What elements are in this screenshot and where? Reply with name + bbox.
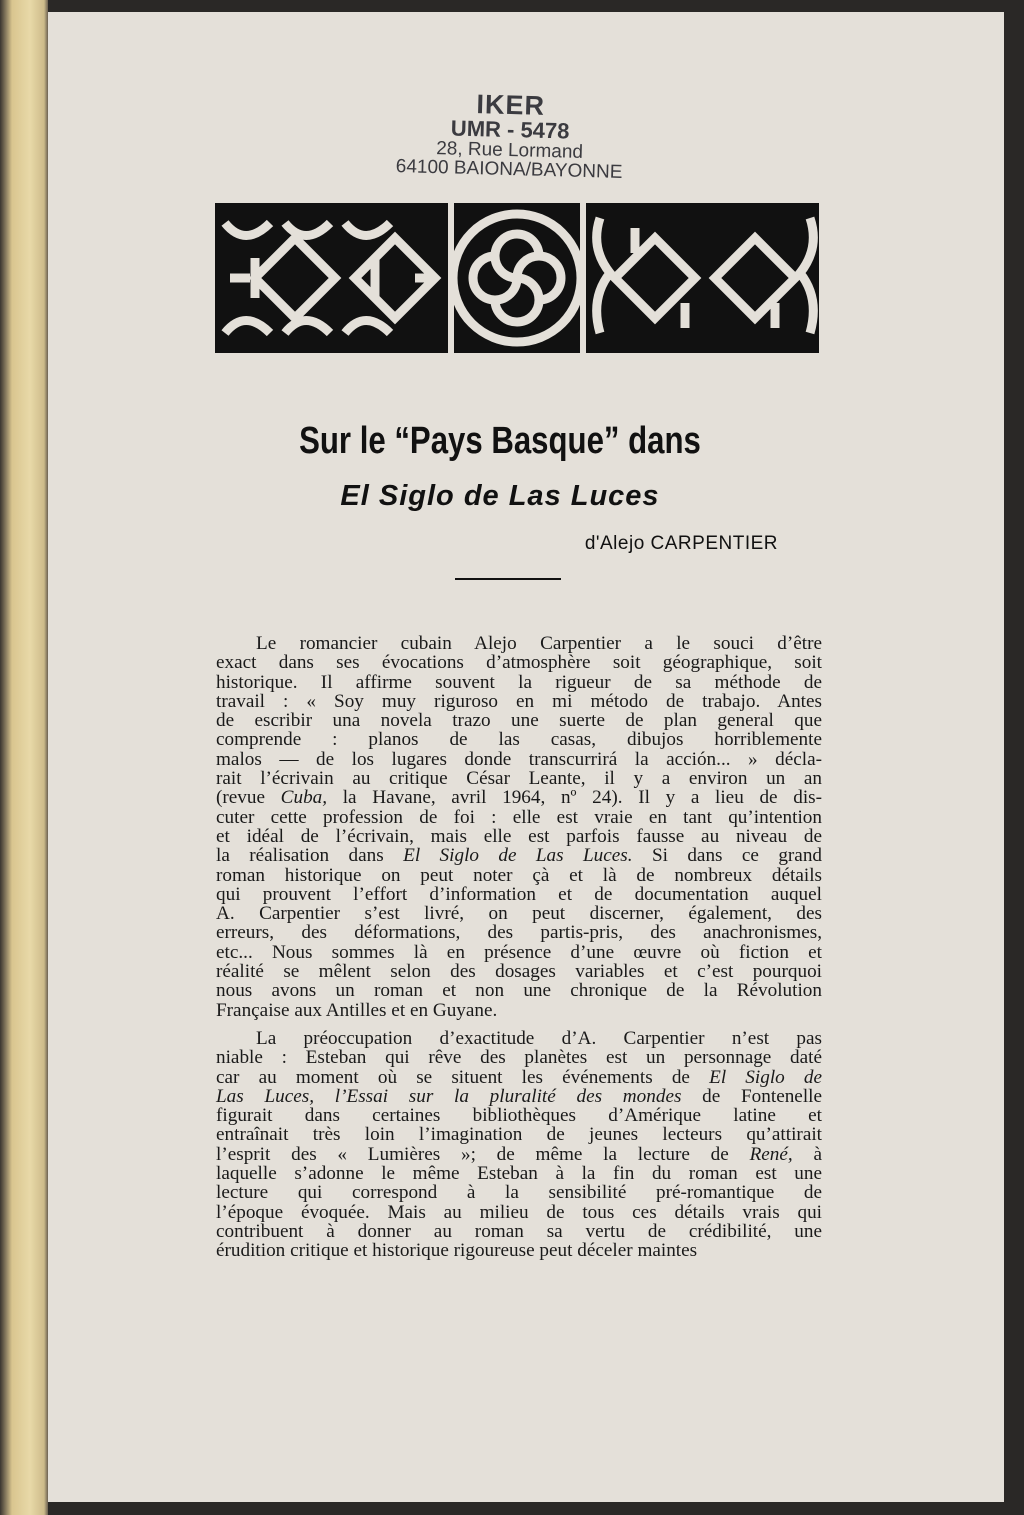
italic-text: Las Luces, l’Essai sur la pluralité des mondes [216, 1085, 682, 1107]
text: figurait dans certaines bibliothèques d’Amérique latine et [216, 1105, 822, 1127]
text-line [216, 943, 822, 962]
text: laquelle s’adonne le même Esteban à la fin du roman est une [216, 1163, 822, 1185]
text: etc... Nous sommes là en présence d’une œuvre où fiction et [216, 941, 822, 963]
text: comprende : planos de las casas, dibujos horriblemente [216, 729, 822, 751]
text-line [216, 1164, 822, 1183]
text-line [216, 1001, 822, 1020]
text: erreurs, des déformations, des partis-pris, des anachronismes, [216, 922, 822, 944]
text-line [216, 692, 822, 711]
text-line [216, 1048, 822, 1067]
article-subtitle: El Siglo de Las Luces [340, 480, 660, 512]
italic-text: El Siglo de Las Luces. [403, 845, 633, 867]
text: exact dans ses évocations d’atmosphère soit géographique, soit [216, 652, 822, 674]
text-line [216, 673, 822, 692]
text: lecture qui correspond à la sensibilité pré-romantique de [216, 1182, 822, 1204]
text-line [216, 827, 822, 846]
text: nous avons un roman et non une chronique de la Révolution [216, 980, 822, 1002]
text-line [216, 730, 822, 749]
text: la réalisation dans [216, 845, 404, 867]
text-line [216, 1029, 822, 1048]
text-line [216, 1222, 822, 1241]
text-line [216, 769, 822, 788]
text: roman historique on peut noter çà et là de nombreux détails [216, 864, 822, 886]
text: contribuent à donner au roman sa vertu de crédibilité, une [216, 1220, 822, 1242]
text: (revue [216, 787, 281, 809]
binding-edge [0, 0, 48, 1515]
text-line [216, 1106, 822, 1125]
basque-ornament-banner [215, 203, 819, 353]
article-title: Sur le “Pays Basque” dans [299, 420, 701, 462]
text: l’esprit des « Lumières »; de même la lecture de [216, 1143, 750, 1165]
text-line [216, 981, 822, 1000]
text-line [216, 750, 822, 769]
article-body [216, 634, 822, 1270]
text: La préoccupation d’exactitude d’A. Carpentier n’est pas [256, 1027, 822, 1049]
text-line [216, 962, 822, 981]
text-line [216, 1068, 822, 1087]
text-line [216, 634, 822, 653]
text: Si dans ce grand [632, 845, 823, 867]
text-line [216, 711, 822, 730]
stamp-line: UMR - 5478 [450, 115, 570, 144]
text: niable : Esteban qui rêve des planètes est un personnage daté [216, 1047, 822, 1069]
paragraph [216, 634, 822, 1020]
text: cuter cette profession de foi : elle est vraie en tant qu’intention [216, 806, 822, 828]
text: travail : « Soy muy riguroso en mi método de trabajo. Antes [216, 690, 822, 712]
text-line [216, 653, 822, 672]
text-line [216, 1203, 822, 1222]
text: malos — de los lugares donde transcurrirá la acción... » décla- [216, 748, 822, 770]
text: à [792, 1143, 822, 1165]
text-line [216, 1241, 822, 1260]
text-line [216, 846, 822, 865]
text: et idéal de l’écrivain, mais elle est parfois fausse au niveau de [216, 825, 822, 847]
text: de Fontenelle [681, 1085, 822, 1107]
text: érudition critique et historique rigoureuse peut déceler maintes [216, 1240, 698, 1262]
text: qui prouvent l’effort d’information et de documentation auquel [216, 883, 822, 905]
text: de escribir una novela trazo une suerte de plan general que [216, 710, 822, 732]
italic-text: El Siglo de [709, 1066, 822, 1088]
title-divider [455, 578, 561, 580]
text: Le romancier cubain Alejo Carpentier a le souci d’être [256, 633, 822, 654]
text-line [216, 923, 822, 942]
library-stamp [359, 88, 661, 183]
text: Française aux Antilles et en Guyane. [216, 999, 498, 1021]
text-line [216, 1087, 822, 1106]
stamp-line: 64100 BAIONA/BAYONNE [395, 156, 623, 183]
text: l’époque évoquée. Mais au milieu de tous ces détails vrais qui [216, 1201, 822, 1223]
text-line [216, 788, 822, 807]
text-line [216, 885, 822, 904]
text: entraînait très loin l’imagination de jeunes lecteurs qu’attirait [216, 1124, 822, 1146]
text-line [216, 1125, 822, 1144]
text: rait l’écrivain au critique César Leante, il y a environ un an [216, 768, 822, 790]
text: historique. Il affirme souvent la rigueur de sa méthode de [216, 671, 822, 693]
text: la Havane, avril 1964, nº 24). Il y a lieu de dis- [327, 787, 823, 809]
stamp-line: 28, Rue Lormand [435, 138, 584, 163]
italic-text: René, [749, 1143, 793, 1165]
text-line [216, 808, 822, 827]
text: réalité se mêlent selon des dosages variables et c’est pourquoi [216, 961, 822, 983]
text-line [216, 904, 822, 923]
text-line [216, 866, 822, 885]
paragraph [216, 1029, 822, 1261]
text: A. Carpentier s’est livré, on peut discerner, également, des [216, 903, 822, 925]
article-author: d'Alejo CARPENTIER [584, 533, 778, 554]
text-line [216, 1183, 822, 1202]
text-line [216, 1145, 822, 1164]
stamp-line: IKER [476, 89, 546, 121]
text: car au moment où se situent les événements de [216, 1066, 710, 1088]
italic-text: Cuba, [280, 787, 328, 809]
